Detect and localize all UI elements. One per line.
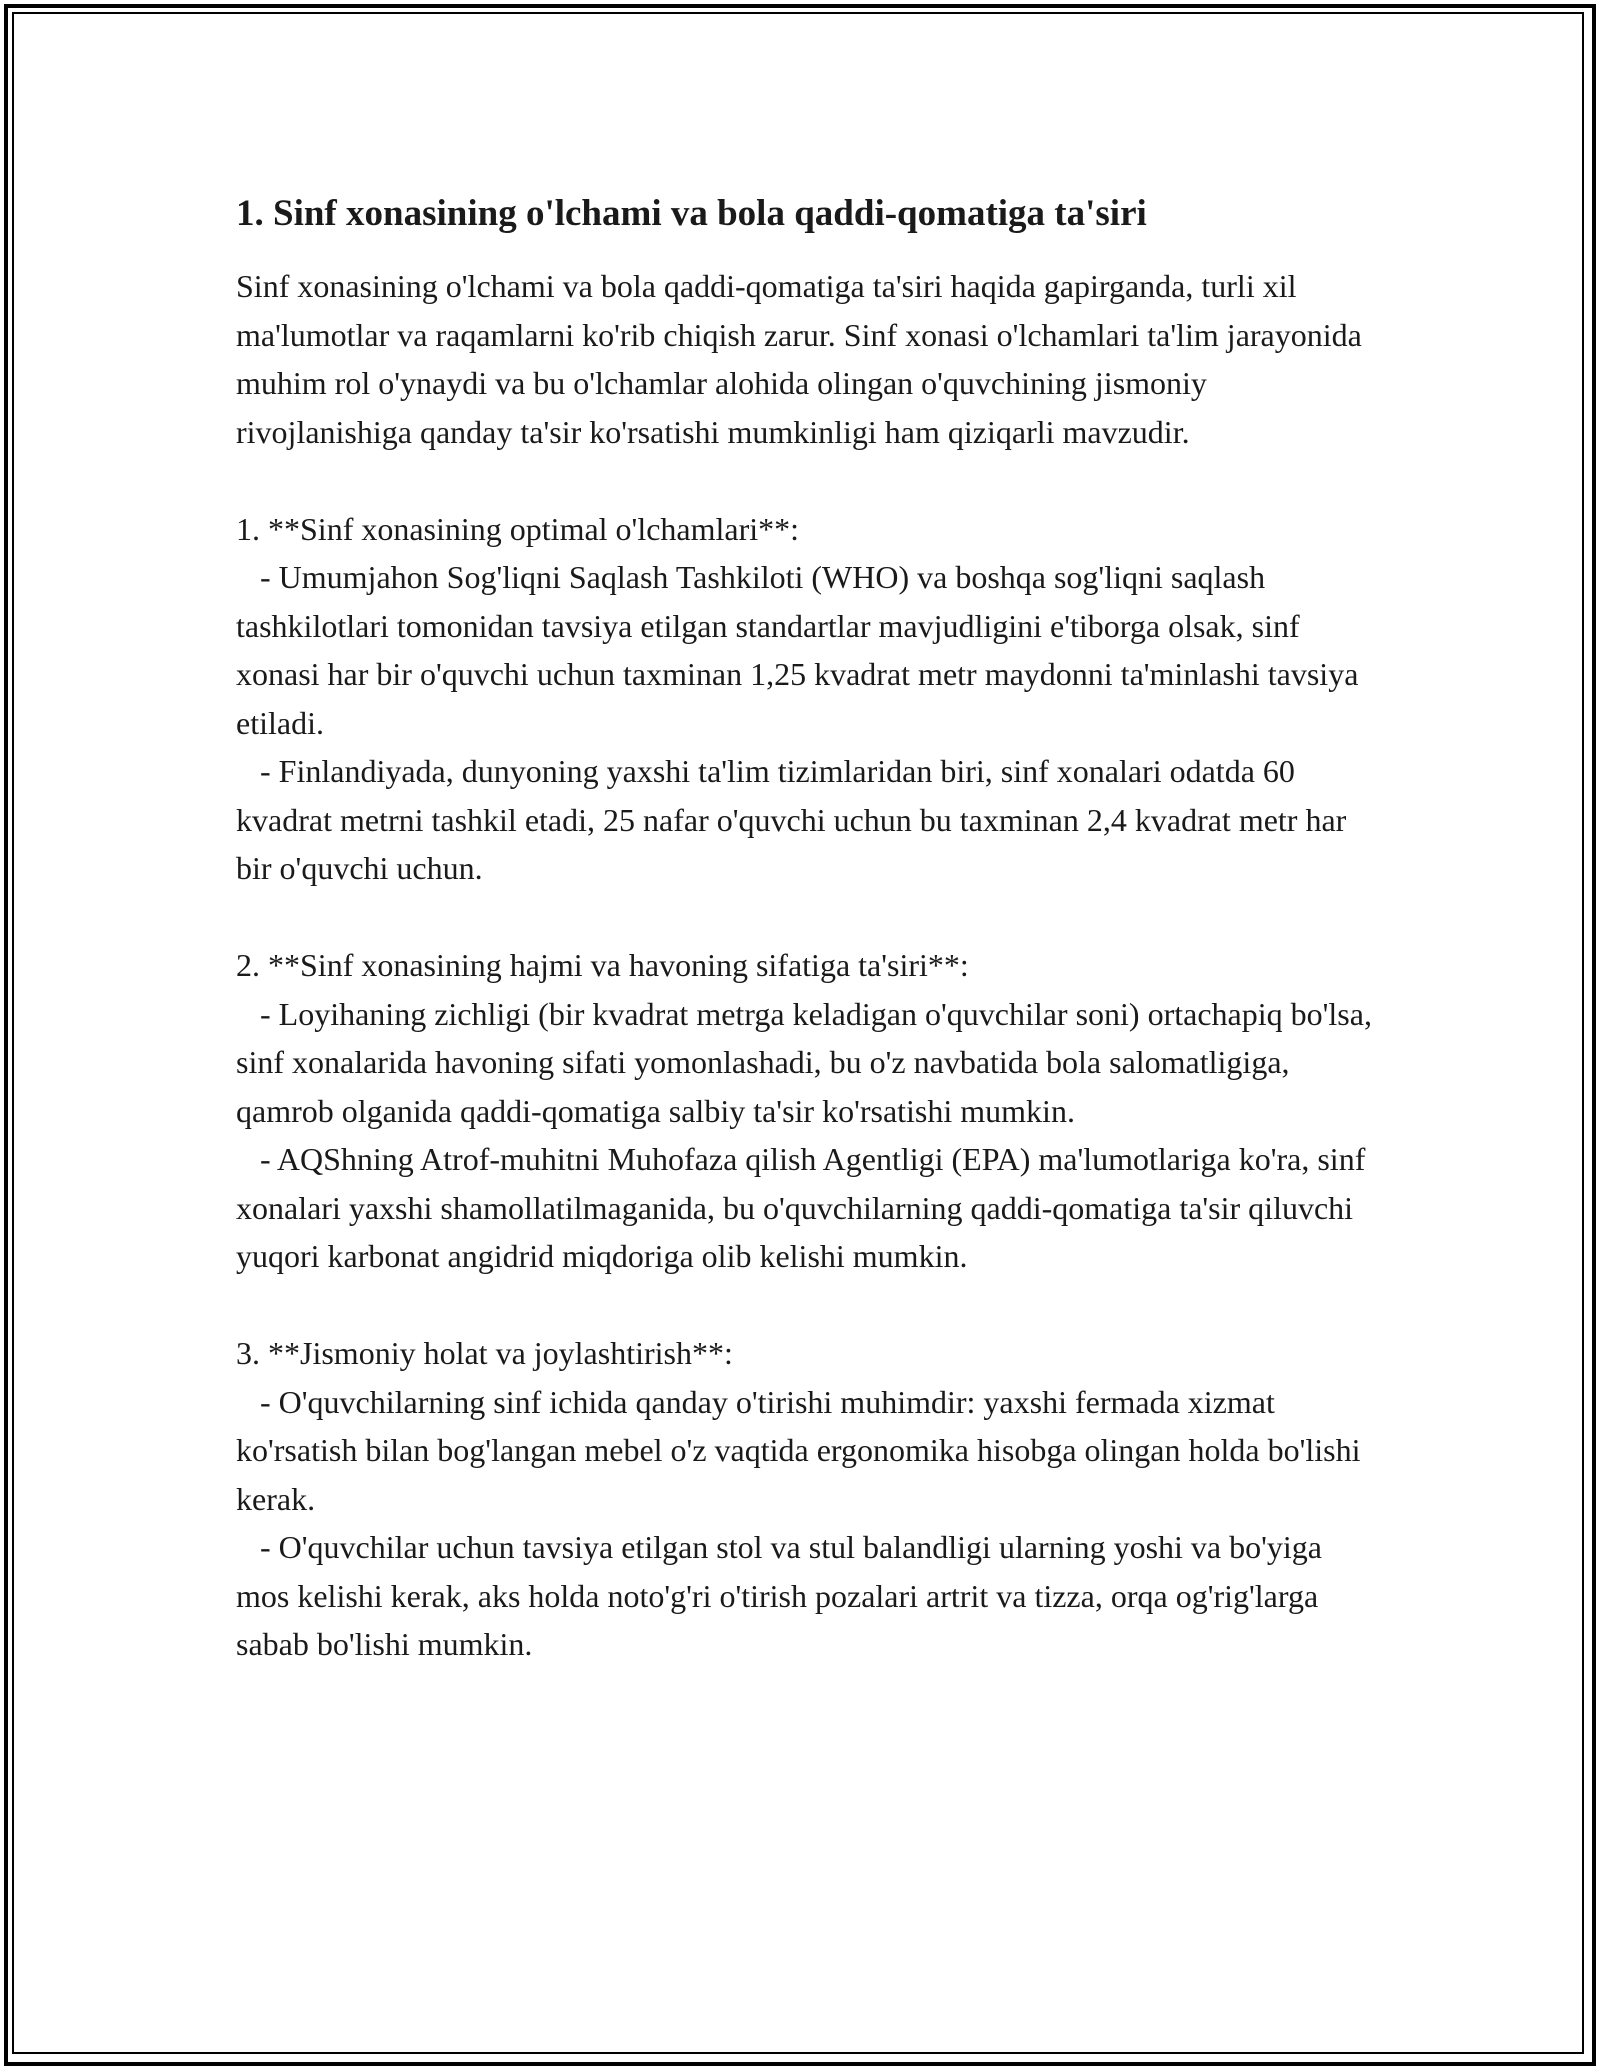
paragraph-gap — [236, 893, 1376, 942]
list-item: - O'quvchilarning sinf ichida qanday o'tirishi muhimdir: yaxshi fermada xizmat ko'rsatish bilan bog'langan mebel o'z vaqtida ergonomika hisobga olingan holda bo'lishi kerak. — [236, 1383, 1369, 1517]
list-item: - Finlandiyada, dunyoning yaxshi ta'lim tizimlaridan biri, sinf xonalari odatda 60 kvadrat metrni tashkil etadi, 25 nafar o'quvchi uchun bu taxminan 2,4 kvadrat metr har bir o'quvchi uchun. — [236, 753, 1355, 886]
section-heading: 2. **Sinf xonasining hajmi va havoning sifatiga ta'siri**: — [236, 947, 969, 983]
paragraph-gap — [236, 456, 1376, 505]
document-body — [236, 188, 1380, 1669]
list-item: - AQShning Atrof-muhitni Muhofaza qilish Agentligi (EPA) ma'lumotlariga ko'ra, sinf xonalari yaxshi shamollatilmaganida, bu o'quvchilarning qaddi-qomatiga ta'sir qiluvchi yuqori karbonat angidrid miqdoriga olib kelishi mumkin. — [236, 1141, 1374, 1274]
document-title: 1. Sinf xonasining o'lchami va bola qaddi-qomatiga ta'siri — [236, 193, 1147, 234]
paragraph-gap — [236, 1281, 1376, 1330]
section-3 — [236, 1329, 1376, 1669]
section-heading: 1. **Sinf xonasining optimal o'lchamlari**: — [236, 510, 800, 547]
list-item: - O'quvchilar uchun tavsiya etilgan stol va stul balandligi ularning yoshi va bo'yiga mos kelishi kerak, aks holda noto'g'ri o'tirish pozalari artrit va tizza, orqa og'rig'larga sabab bo'lishi mumkin. — [236, 1529, 1330, 1662]
list-item: - Loyihaning zichligi (bir kvadrat metrga keladigan o'quvchilar soni) ortachapiq bo'lsa, sinf xonalarida havoning sifati yomonlashadi, bu o'z navbatida bola salomatligiga, qamrob olganida qaddi-qomatiga salbiy ta'sir ko'rsatishi mumkin. — [236, 995, 1380, 1129]
section-heading: 3. **Jismoniy holat va joylashtirish**: — [236, 1335, 733, 1371]
list-item: - Umumjahon Sog'liqni Saqlash Tashkiloti (WHO) va boshqa sog'liqni saqlash tashkilotlari tomonidan tavsiya etilgan standartlar mavjudligini e'tiborga olsak, sinf xonasi har bir o'quvchi uchun taxminan 1,25 kvadrat metr maydonni ta'minlashi tavsiya etiladi. — [236, 559, 1367, 741]
section-2 — [236, 941, 1380, 1281]
intro-paragraph: Sinf xonasining o'lchami va bola qaddi-qomatiga ta'siri haqida gapirganda, turli xil ma'lumotlar va raqamlarni ko'rib chiqish zarur. Sinf xonasi o'lchamlari ta'lim jarayonida muhim rol o'ynaydi va bu o'lchamlar alohida olingan o'quvchining jismoniy rivojlanishiga qanday ta'sir ko'rsatishi mumkinligi ham qiziqarli mavzudir. — [236, 268, 1370, 450]
section-1 — [236, 505, 1376, 893]
